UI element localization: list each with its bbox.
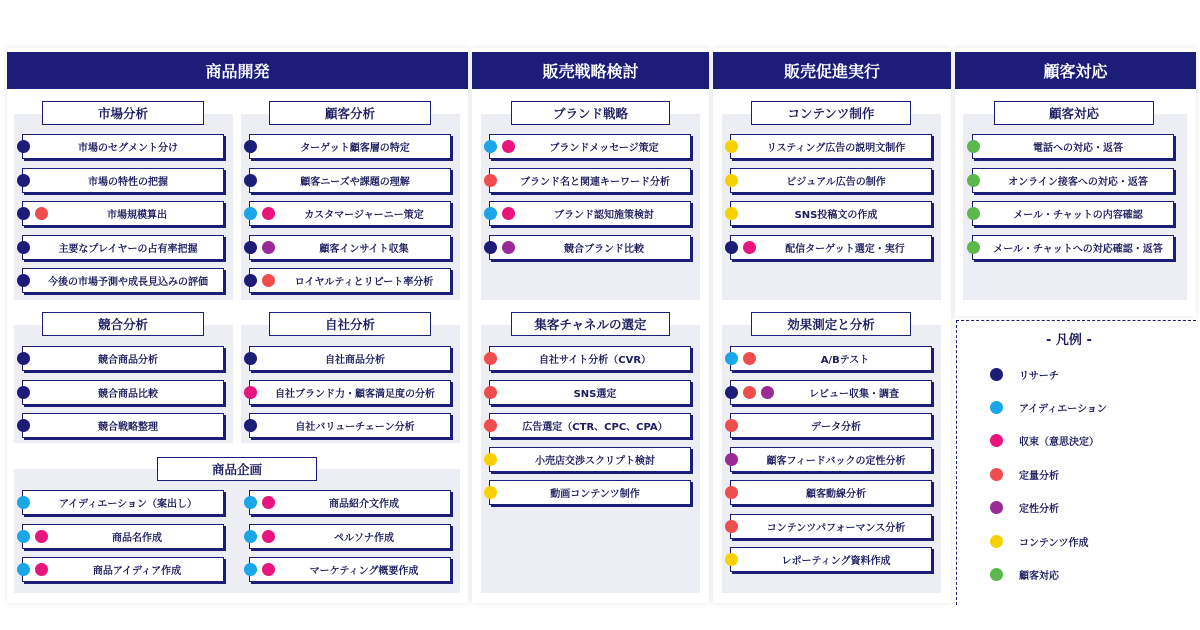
group-title-brand-strategy: ブランド戦略 [511,101,670,125]
tag-dot-ideation [725,352,738,365]
task-item [730,346,932,371]
task-tag-dots [244,419,257,432]
tag-dot-customer [967,174,980,187]
task-tag-dots [484,386,497,399]
tag-dot-convergence [35,563,48,576]
task-item [22,268,224,293]
task-tag-dots [725,241,756,254]
tag-dot-convergence [262,530,275,543]
tag-dot-quantitative [484,419,497,432]
task-tag-dots [484,207,515,220]
legend-label: アイディエーション [1019,403,1107,415]
task-item-label: 顧客ニーズや課題の理解 [300,176,410,188]
task-tag-dots [244,207,275,220]
task-item [249,413,451,438]
task-item [22,380,224,405]
group-title-market-analysis: 市場分析 [42,101,204,125]
task-item-label: ロイヤルティとリピート率分析 [294,277,434,288]
task-item [249,490,451,515]
legend-label: コンテンツ作成 [1019,537,1089,549]
legend-label: 定性分析 [1019,504,1059,516]
task-item [489,447,691,472]
tag-dot-quantitative [725,419,738,432]
task-item [972,168,1174,193]
task-item-label: 動画コンテンツ制作 [550,489,640,500]
task-item-label: ブランドメッセージ策定 [549,143,659,154]
task-item [249,268,451,293]
task-item-label: 主要なプレイヤーの占有率把握 [58,243,198,255]
task-item [249,201,451,226]
task-tag-dots [484,140,515,153]
task-tag-dots [244,352,257,365]
task-tag-dots [17,563,48,576]
legend-item-customer [990,566,1059,582]
task-tag-dots [17,496,30,509]
task-tag-dots [725,174,738,187]
task-tag-dots [725,419,738,432]
task-item [489,235,691,260]
task-tag-dots [725,352,756,365]
tag-dot-research [244,419,257,432]
task-item [730,480,932,505]
legend-label: 収束（意思決定） [1019,437,1099,449]
task-item-label: 自社バリューチェーン分析 [295,422,415,433]
task-item [730,547,932,572]
task-item [249,557,451,582]
group-title-content-production: コンテンツ制作 [751,101,911,125]
task-tag-dots [17,386,30,399]
legend-item-ideation [990,399,1107,415]
column-header-sales-strategy: 販売戦略検討 [472,52,709,89]
task-item-label: 競合商品分析 [98,355,158,366]
tag-dot-convergence [262,563,275,576]
tag-dot-quantitative [35,207,48,220]
task-item-label: 今後の市場予測や成長見込みの評価 [48,277,208,288]
task-tag-dots [725,453,738,466]
group-title-channel-selection: 集客チャネルの選定 [511,312,670,336]
task-item [22,557,224,582]
tag-dot-content [484,453,497,466]
task-item-label: データ分析 [811,422,861,433]
tag-dot-ideation [17,496,30,509]
tag-dot-research [17,274,30,287]
task-item-label: メール・チャットへの対応確認・返答 [993,243,1163,255]
legend-dot-ideation [990,401,1003,414]
task-item-label: 自社サイト分析（CVR） [538,355,652,366]
tag-dot-research [17,174,30,187]
tag-dot-convergence [262,207,275,220]
task-item-label: A/Bテスト [820,355,870,366]
tag-dot-quantitative [484,352,497,365]
tag-dot-qualitative [761,386,774,399]
task-item [730,514,932,539]
task-tag-dots [725,553,738,566]
legend-title: - 凡例 - [1046,333,1092,348]
tag-dot-research [725,241,738,254]
task-item [730,134,932,159]
task-item-label: レビュー収集・調査 [809,388,899,400]
task-tag-dots [17,207,48,220]
task-item-label: コンテンツパフォーマンス分析 [766,522,906,534]
task-item-label: 競合戦略整理 [98,422,158,433]
task-item [972,201,1174,226]
task-item [22,134,224,159]
task-item [972,235,1174,260]
task-tag-dots [17,352,30,365]
task-tag-dots [484,241,515,254]
legend-label: 顧客対応 [1019,570,1059,582]
task-item [730,380,932,405]
tag-dot-research [17,140,30,153]
task-tag-dots [725,386,774,399]
tag-dot-qualitative [502,241,515,254]
tag-dot-convergence [743,241,756,254]
task-tag-dots [17,530,48,543]
tag-dot-convergence [502,207,515,220]
tag-dot-convergence [262,496,275,509]
task-tag-dots [17,419,30,432]
task-tag-dots [484,352,497,365]
task-item [22,201,224,226]
tag-dot-customer [967,207,980,220]
task-item [730,168,932,193]
column-header-sales-promotion: 販売促進実行 [713,52,951,89]
group-title-customer-analysis: 顧客分析 [269,101,431,125]
tag-dot-quantitative [484,386,497,399]
task-item [249,134,451,159]
task-item [22,235,224,260]
task-item [249,168,451,193]
task-tag-dots [244,241,275,254]
task-tag-dots [484,174,497,187]
task-tag-dots [244,530,275,543]
tag-dot-research [244,140,257,153]
task-item-label: 電話への対応・返答 [1033,143,1123,154]
task-item-label: 顧客インサイト収集 [319,243,409,255]
tag-dot-ideation [484,207,497,220]
task-tag-dots [244,386,257,399]
task-item-label: 商品アイディア作成 [92,566,182,577]
tag-dot-convergence [502,140,515,153]
tag-dot-qualitative [725,453,738,466]
task-item-label: 商品名作成 [112,532,162,544]
task-item-label: ペルソナ作成 [334,532,394,544]
task-item-label: 顧客フィードバックの定性分析 [766,455,906,467]
task-item-label: 市場の特性の把握 [88,176,168,188]
tag-dot-ideation [17,530,30,543]
task-item [249,380,451,405]
task-item-label: マーケティング概要作成 [309,566,419,577]
legend-box [956,320,1196,605]
task-tag-dots [244,563,275,576]
legend-item-content [990,533,1089,549]
task-item [22,490,224,515]
task-tag-dots [17,274,30,287]
task-tag-dots [244,274,275,287]
task-item-label: カスタマージャーニー策定 [304,210,424,221]
group-title-competitor-analysis: 競合分析 [42,312,204,336]
legend-dot-quantitative [990,468,1003,481]
task-item [489,201,691,226]
tag-dot-content [484,486,497,499]
legend-dot-qualitative [990,501,1003,514]
tag-dot-ideation [244,207,257,220]
task-item-label: ターゲット顧客層の特定 [300,143,410,154]
tag-dot-customer [967,241,980,254]
tag-dot-research [244,352,257,365]
task-item-label: ビジュアル広告の制作 [786,176,886,188]
tag-dot-research [17,352,30,365]
tag-dot-research [17,419,30,432]
task-tag-dots [484,486,497,499]
tag-dot-research [244,174,257,187]
task-item-label: リスティング広告の説明文制作 [766,143,906,154]
tag-dot-content [725,140,738,153]
tag-dot-ideation [17,563,30,576]
task-tag-dots [244,140,257,153]
task-tag-dots [17,174,30,187]
task-item [730,413,932,438]
task-item [730,201,932,226]
task-tag-dots [17,241,30,254]
task-item [249,524,451,549]
column-header-product-dev: 商品開発 [7,52,468,89]
tag-dot-research [244,274,257,287]
tag-dot-quantitative [484,174,497,187]
task-item-label: ブランド認知施策検討 [554,210,654,221]
task-tag-dots [244,496,275,509]
task-item-label: SNS投稿文の作成 [794,210,878,221]
task-tag-dots [725,486,738,499]
task-item [489,168,691,193]
tag-dot-research [484,241,497,254]
task-tag-dots [17,140,30,153]
legend-dot-customer [990,568,1003,581]
tag-dot-research [725,386,738,399]
task-item [489,413,691,438]
task-item [22,346,224,371]
task-item-label: 自社商品分析 [325,355,385,366]
task-item-label: オンライン接客への対応・返答 [1008,176,1148,188]
task-item [972,134,1174,159]
task-item [730,235,932,260]
task-item [22,524,224,549]
tag-dot-quantitative [743,386,756,399]
task-item-label: 小売店交渉スクリプト検討 [535,455,655,467]
task-tag-dots [725,140,738,153]
task-item-label: 自社ブランド力・顧客満足度の分析 [275,388,435,400]
group-title-effect-measurement: 効果測定と分析 [751,312,911,336]
task-tag-dots [967,241,980,254]
task-item-label: ブランド名と関連キーワード分析 [520,176,670,188]
task-item-label: 競合商品比較 [98,388,158,400]
legend-item-research [990,366,1059,382]
tag-dot-content [725,553,738,566]
legend-label: リサーチ [1019,370,1059,382]
tag-dot-ideation [484,140,497,153]
legend-label: 定量分析 [1019,470,1059,482]
task-tag-dots [725,207,738,220]
task-item-label: レポーティング資料作成 [781,556,891,567]
group-title-product-planning: 商品企画 [157,457,317,481]
task-tag-dots [967,174,980,187]
tag-dot-research [17,386,30,399]
legend-dot-convergence [990,434,1003,447]
task-item [730,447,932,472]
task-tag-dots [244,174,257,187]
tag-dot-customer [967,140,980,153]
task-item-label: 配信ターゲット選定・実行 [785,243,905,255]
task-item [489,346,691,371]
legend-item-qualitative [990,500,1059,516]
task-item-label: SNS選定 [573,388,617,400]
legend-dot-research [990,368,1003,381]
group-title-own-analysis: 自社分析 [269,312,431,336]
task-item [249,346,451,371]
task-item-label: 市場のセグメント分け [78,143,178,154]
tag-dot-convergence [35,530,48,543]
legend-item-quantitative [990,466,1059,482]
task-item [489,480,691,505]
tag-dot-research [17,207,30,220]
task-tag-dots [725,520,738,533]
legend-item-convergence [990,433,1099,449]
task-item [249,235,451,260]
tag-dot-quantitative [743,352,756,365]
task-item [22,413,224,438]
tag-dot-ideation [244,530,257,543]
task-item [489,134,691,159]
group-title-customer-response: 顧客対応 [994,101,1154,125]
tag-dot-qualitative [262,241,275,254]
tag-dot-quantitative [262,274,275,287]
task-tag-dots [967,140,980,153]
tag-dot-ideation [244,496,257,509]
tag-dot-content [725,207,738,220]
task-item-label: 市場規模算出 [107,210,167,221]
legend-dot-content [990,535,1003,548]
tag-dot-research [244,241,257,254]
task-item-label: 商品紹介文作成 [329,499,399,510]
task-tag-dots [484,419,497,432]
task-item-label: 広告選定（CTR、CPC、CPA） [522,422,668,433]
tag-dot-quantitative [725,520,738,533]
tag-dot-ideation [244,563,257,576]
task-item-label: 顧客動線分析 [806,489,866,500]
task-item [22,168,224,193]
tag-dot-research [17,241,30,254]
task-tag-dots [967,207,980,220]
task-tag-dots [484,453,497,466]
task-item [489,380,691,405]
column-header-customer-support: 顧客対応 [955,52,1196,89]
tag-dot-content [725,174,738,187]
task-item-label: 競合ブランド比較 [564,243,644,255]
tag-dot-quantitative [725,486,738,499]
tag-dot-convergence [244,386,257,399]
task-item-label: アイディエーション（案出し） [59,499,197,510]
task-item-label: メール・チャットの内容確認 [1013,210,1143,221]
